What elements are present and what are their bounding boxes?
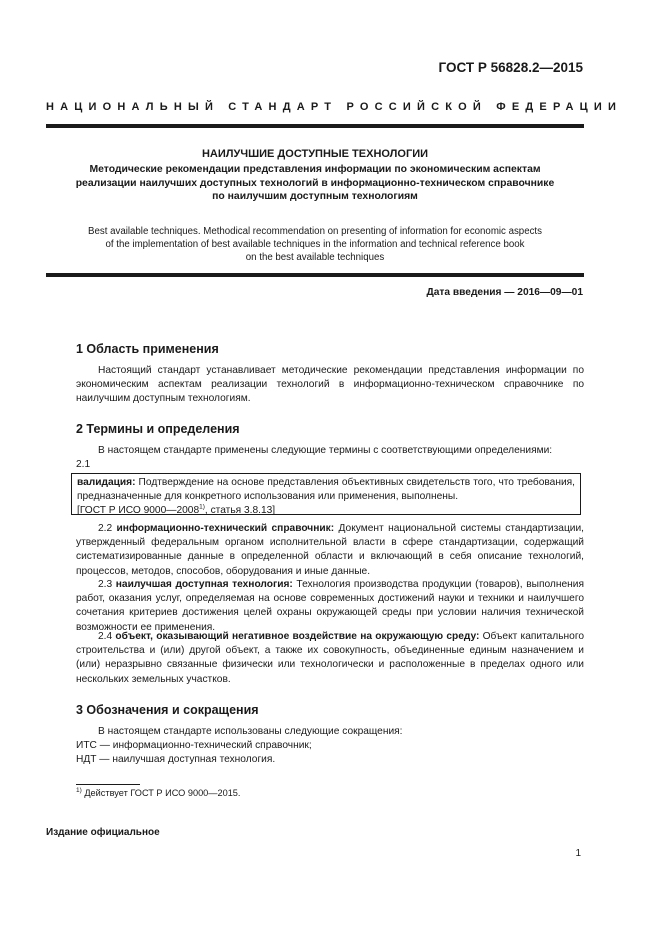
section-3-intro: В настоящем стандарте использованы следующие сокращения: xyxy=(98,726,403,737)
section-1-text: Настоящий стандарт устанавливает методические рекомендации представления информации по экономическим аспектам реализации технологий в информационно-техническом справочнике по наилучшим доступным технологиям. xyxy=(76,365,584,405)
term-2-2-paragraph: 2.2 информационно-технический справочник: Документ национальной системы стандартизации, утвержденный федеральным органом исполнительной власти в сфере стандартизации, содержащий систематизированные данные в определенной области и включающий в себя описание технологий, процессов, методов, способов, оборудования и иные данные. xyxy=(76,523,584,577)
term-2-1: валидация: xyxy=(77,477,136,488)
footnote: $^{1)}$ Действует ГОСТ Р ИСО 9000—2015. xyxy=(76,786,241,798)
document-title: НАИЛУЧШИЕ ДОСТУПНЫЕ ТЕХНОЛОГИИ xyxy=(201,148,428,160)
abbreviation-ndt: НДТ — наилучшая доступная технология. xyxy=(76,754,276,765)
english-title: Best available techniques. Methodical recommendation on presenting of information for economic aspects of the implementation of best available techniques in the information and technical reference book on the best available techniques xyxy=(88,226,542,263)
standard-code: ГОСТ Р 56828.2—2015 xyxy=(438,60,583,75)
term-2-3: наилучшая доступная технология: xyxy=(115,579,293,590)
term-2-2: информационно-технический справочник: xyxy=(116,523,335,534)
section-2-intro: В настоящем стандарте применены следующие термины с соответствующими определениями: xyxy=(98,445,553,456)
section-1-heading: 1 Область применения xyxy=(76,342,219,356)
page-number: 1 xyxy=(575,848,581,859)
national-standard-heading: НАЦИОНАЛЬНЫЙ СТАНДАРТ РОССИЙСКОЙ ФЕДЕРАЦИИ xyxy=(46,101,623,113)
definition-box-2-1 xyxy=(71,473,581,515)
footnote-separator xyxy=(76,784,140,785)
section-2-heading: 2 Термины и определения xyxy=(76,422,240,436)
title-bottom-rule xyxy=(46,273,584,277)
term-2-3-paragraph: 2.3 наилучшая доступная технология: Технология производства продукции (товаров), выполнения работ, оказания услуг, определяемая на основе современных достижений науки и техники и наилучшего сочетания критериев достижения целей охраны окружающей среды при условии наличия технической возможности ее применения. xyxy=(76,579,584,633)
term-2-1-number: 2.1 xyxy=(76,459,91,470)
definition-2-1: Подтверждение на основе представления объективных свидетельств того, что требования, предназначенные для конкретного использования или применения, выполнены. xyxy=(77,477,575,502)
official-edition-label: Издание официальное xyxy=(46,827,160,838)
document-subtitle: Методические рекомендации представления информации по экономическим аспектам реализации наилучших доступных технологий в информационно-техническом справочнике по наилучшим доступным технологиям xyxy=(75,164,555,202)
term-2-4: объект, оказывающий негативное воздействие на окружающую среду: xyxy=(115,631,480,642)
section-3-heading: 3 Обозначения и сокращения xyxy=(76,703,259,717)
abbreviation-its: ИТС — информационно-технический справочник; xyxy=(76,740,312,751)
reference-2-1: [ГОСТ Р ИСО 9000—2008$^{1)}$, статья 3.8.13] xyxy=(77,503,276,516)
term-2-4-paragraph: 2.4 объект, оказывающий негативное воздействие на окружающую среду: Объект капитального строительства и (или) другой объект, а также их совокупность, объединенные единым назначением и (или) неразрывно связанные физически или технологически и расположенные в пределах одного или нескольких земельных участков. xyxy=(76,631,585,685)
top-rule xyxy=(46,124,584,128)
introduction-date: Дата введения — 2016—09—01 xyxy=(426,287,583,298)
